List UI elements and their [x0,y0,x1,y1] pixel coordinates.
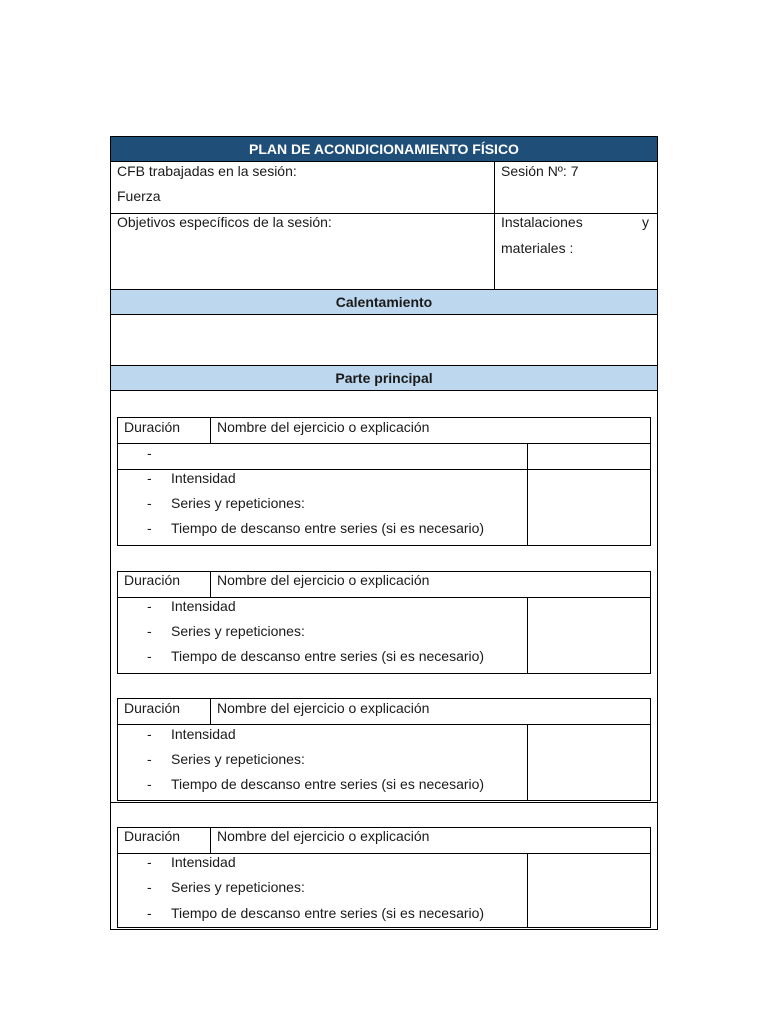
exercise-4-duration-divider [210,827,211,853]
exercise-3-header-divider [117,724,651,725]
facilities-label-y: y [642,214,649,230]
exercise-1-duration-divider [210,417,211,443]
exercise-2-rest: Tiempo de descanso entre series (si es necesario) [171,648,485,664]
cfb-value: Fuerza [117,188,161,204]
exercise-2-intensity: Intensidad [171,598,236,614]
exercise-4-duration-label: Duración [124,828,181,844]
exercise-3-bullet-intensity: - [147,726,152,742]
main-part-heading: Parte principal [110,365,658,391]
exercise-2-duration-label: Duración [124,572,181,588]
exercise-1-bullet-intensity: - [147,470,152,486]
exercise-4-bullet-series: - [147,879,152,895]
exercise-1-intensity: Intensidad [171,470,236,486]
exercise-4-name-label: Nombre del ejercicio o explicación [217,828,430,844]
exercise-1-duration-label: Duración [124,419,181,435]
session-number: Sesión Nº: 7 [501,163,579,179]
exercise-3-rest: Tiempo de descanso entre series (si es necesario) [171,776,485,792]
exercise-2-bullet-series: - [147,623,152,639]
exercise-4-bullet-rest: - [147,905,152,921]
exercise-1-bullet-rest: - [147,520,152,536]
exercise-1-bullet-series: - [147,495,152,511]
exercise-1-dash: - [147,445,152,461]
exercise-2-bullet-rest: - [147,648,152,664]
exercise-2-name-label: Nombre del ejercicio o explicación [217,572,430,588]
exercise-4-bullet-intensity: - [147,854,152,870]
cfb-label: CFB trabajadas en la sesión: [117,163,297,179]
exercise-4-right-column-divider [527,853,528,928]
exercise-4-series: Series y repeticiones: [171,879,305,895]
exercise-1-rest: Tiempo de descanso entre series (si es necesario) [171,520,485,536]
exercise-2-right-column-divider [527,597,528,674]
exercise-1-header-divider [117,443,651,444]
facilities-label-line2: materiales : [501,240,574,256]
exercise-3-duration-label: Duración [124,700,181,716]
exercise-3-series: Series y repeticiones: [171,751,305,767]
exercise-3-bullet-rest: - [147,776,152,792]
exercise-3-bullet-series: - [147,751,152,767]
exercise-2-series: Series y repeticiones: [171,623,305,639]
exercise-3-duration-divider [210,698,211,724]
plan-title: PLAN DE ACONDICIONAMIENTO FÍSICO [110,136,658,162]
exercise-1-name-label: Nombre del ejercicio o explicación [217,419,430,435]
exercise-3-intensity: Intensidad [171,726,236,742]
exercise-1-right-column-divider [527,443,528,546]
exercise-4-intensity: Intensidad [171,854,236,870]
exercise-1-series: Series y repeticiones: [171,495,305,511]
exercise-2-duration-divider [210,571,211,597]
exercise-4-rest: Tiempo de descanso entre series (si es necesario) [171,905,485,921]
warmup-heading: Calentamiento [110,289,658,315]
objectives-label: Objetivos específicos de la sesión: [117,214,332,230]
table-left-border [110,136,111,930]
table-bottom-border [110,929,658,930]
page-break-line [110,802,658,803]
facilities-label-line1: Instalaciones [501,214,583,230]
exercise-2-bullet-intensity: - [147,598,152,614]
header-column-divider [494,162,495,289]
exercise-3-name-label: Nombre del ejercicio o explicación [217,700,430,716]
table-right-border [657,136,658,930]
exercise-3-right-column-divider [527,724,528,801]
